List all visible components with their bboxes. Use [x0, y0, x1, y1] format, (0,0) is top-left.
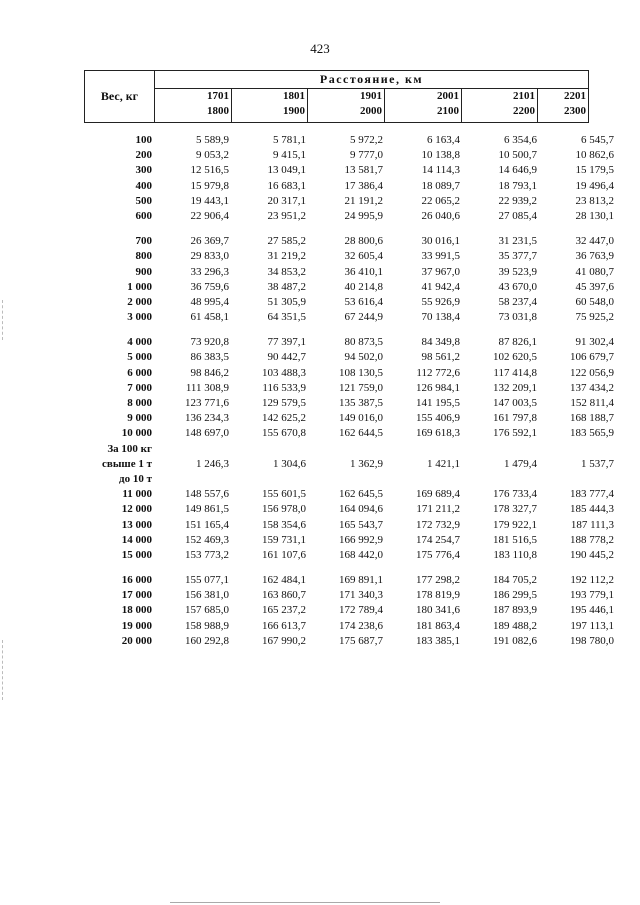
tariff-value-cell: 9 415,1: [273, 149, 306, 162]
range-from: 2001: [437, 90, 459, 102]
tariff-value-cell: 15 179,5: [575, 164, 614, 177]
tariff-value-cell: 190 445,2: [570, 548, 614, 561]
tariff-value-cell: [306, 472, 383, 487]
weight-column-header: Вес, кг: [85, 71, 155, 122]
tariff-value-cell: 141 195,5: [416, 397, 460, 409]
weight-cell: 13 000: [121, 518, 152, 531]
tariff-value-cell: 22 906,4: [190, 209, 229, 222]
tariff-value-cell: [383, 472, 460, 487]
weight-cell: 6 000: [127, 366, 152, 379]
table-row: [0, 350, 640, 365]
weight-cell: 800: [135, 250, 152, 263]
weight-cell: 900: [135, 265, 152, 278]
tariff-value-cell: 171 340,3: [339, 589, 383, 602]
tariff-value-cell: 156 978,0: [262, 503, 306, 516]
weight-cell: 15 000: [121, 548, 152, 561]
tariff-value-cell: 61 458,1: [190, 311, 229, 324]
tariff-value-cell: 58 237,4: [498, 295, 537, 308]
tariff-value-cell: 116 533,9: [262, 381, 306, 394]
weight-cell: 10 000: [121, 427, 152, 440]
tariff-value-cell: 191 082,6: [493, 634, 537, 647]
tariff-value-cell: 187 893,9: [493, 604, 537, 617]
tariff-value-cell: 23 951,2: [267, 209, 306, 222]
tariff-value-cell: 151 165,4: [185, 518, 229, 531]
tariff-value-cell: 155 670,8: [262, 427, 306, 440]
page-number: 423: [310, 41, 330, 56]
table-header: [84, 70, 589, 123]
tariff-value-cell: 162 645,5: [339, 488, 383, 501]
tariff-value-cell: 183 565,9: [570, 427, 614, 440]
tariff-value-cell: 48 995,4: [190, 295, 229, 308]
tariff-value-cell: 84 349,8: [421, 336, 460, 349]
tariff-value-cell: [229, 442, 306, 457]
tariff-value-cell: 5 781,1: [273, 134, 306, 146]
tariff-value-cell: 176 592,1: [493, 427, 537, 440]
tariff-value-cell: 188 778,2: [570, 533, 614, 546]
tariff-value-cell: 153 773,2: [185, 548, 229, 561]
weight-cell: 700: [135, 235, 152, 248]
tariff-value-cell: 23 813,2: [575, 194, 614, 207]
tariff-value-cell: 176 733,4: [493, 488, 537, 501]
range-to: 2200: [513, 105, 535, 117]
tariff-value-cell: 179 922,1: [493, 518, 537, 531]
tariff-value-cell: 185 444,3: [570, 503, 614, 516]
tariff-value-cell: 1 362,9: [350, 457, 383, 470]
table-row: [0, 634, 640, 649]
tariff-value-cell: 41 942,4: [421, 280, 460, 293]
table-row: [0, 381, 640, 396]
table-row: [0, 148, 640, 163]
table-row: [0, 179, 640, 194]
table-row: [0, 588, 640, 603]
tariff-value-cell: 20 317,1: [267, 194, 306, 207]
weight-cell: 20 000: [121, 634, 152, 647]
tariff-value-cell: 75 925,2: [575, 311, 614, 324]
table-row: [0, 619, 640, 634]
tariff-value-cell: 13 581,7: [344, 164, 383, 177]
tariff-value-cell: 67 244,9: [344, 311, 383, 324]
weight-cell: 12 000: [121, 503, 152, 516]
tariff-value-cell: 175 687,7: [339, 634, 383, 647]
tariff-value-cell: 73 920,8: [190, 336, 229, 349]
tariff-value-cell: 178 819,9: [416, 589, 460, 602]
tariff-value-cell: 183 110,8: [493, 548, 537, 561]
tariff-value-cell: 13 049,1: [267, 164, 306, 177]
tariff-value-cell: 12 516,5: [190, 164, 229, 177]
tariff-value-cell: 123 771,6: [185, 397, 229, 409]
table-row: [0, 426, 640, 441]
tariff-value-cell: 181 516,5: [493, 533, 537, 546]
scan-margin-mark: [2, 640, 3, 700]
table-row: [0, 472, 640, 487]
tariff-value-cell: 163 860,7: [262, 589, 306, 602]
tariff-value-cell: 51 305,9: [267, 295, 306, 308]
tariff-value-cell: 126 984,1: [416, 381, 460, 394]
tariff-value-cell: 198 780,0: [570, 634, 614, 647]
weight-cell: 16 000: [121, 574, 152, 587]
distance-range-2: [232, 89, 308, 122]
tariff-value-cell: 155 406,9: [416, 412, 460, 425]
tariff-value-cell: 28 800,6: [344, 235, 383, 248]
tariff-value-cell: 152 469,3: [185, 533, 229, 546]
tariff-value-cell: 155 601,5: [262, 488, 306, 501]
tariff-value-cell: 18 089,7: [421, 179, 460, 192]
tariff-value-cell: 155 077,1: [185, 574, 229, 587]
tariff-value-cell: 28 130,1: [575, 209, 614, 222]
table-row: [0, 487, 640, 502]
weight-cell: 9 000: [127, 412, 152, 425]
tariff-value-cell: 187 111,3: [570, 518, 614, 531]
weight-cell: 3 000: [127, 311, 152, 324]
tariff-value-cell: 186 299,5: [493, 589, 537, 602]
tariff-value-cell: 1 246,3: [196, 457, 229, 470]
weight-cell: 1 000: [127, 280, 152, 293]
tariff-value-cell: 129 579,5: [262, 397, 306, 409]
weight-cell: до 10 т: [119, 472, 152, 485]
tariff-value-cell: 41 080,7: [575, 265, 614, 278]
tariff-value-cell: 98 846,2: [190, 366, 229, 379]
tariff-value-cell: [383, 442, 460, 457]
tariff-value-cell: 169 618,3: [416, 427, 460, 440]
tariff-value-cell: 168 188,7: [570, 412, 614, 425]
tariff-value-cell: 171 211,2: [416, 503, 460, 516]
tariff-value-cell: 174 254,7: [416, 533, 460, 546]
tariff-value-cell: 142 625,2: [262, 412, 306, 425]
tariff-value-cell: 161 107,6: [262, 548, 306, 561]
table-row: [0, 548, 640, 563]
tariff-value-cell: 106 679,7: [570, 351, 614, 364]
tariff-value-cell: 137 434,2: [570, 381, 614, 394]
tariff-value-cell: 183 777,4: [570, 488, 614, 501]
distance-range-1: [155, 89, 232, 122]
tariff-value-cell: 121 759,0: [339, 381, 383, 394]
tariff-value-cell: [306, 442, 383, 457]
tariff-value-cell: 165 543,7: [339, 518, 383, 531]
tariff-value-cell: 103 488,3: [262, 366, 306, 379]
range-from: 1901: [360, 90, 382, 102]
table-row: [0, 310, 640, 325]
range-from: 1801: [283, 90, 305, 102]
tariff-value-cell: 64 351,5: [267, 311, 306, 324]
table-row: [0, 335, 640, 350]
tariff-value-cell: 152 811,4: [570, 397, 614, 409]
weight-cell: 500: [135, 194, 152, 207]
range-to: 1900: [283, 105, 305, 117]
weight-cell: За 100 кг: [107, 442, 152, 455]
tariff-value-cell: 31 231,5: [498, 235, 537, 248]
tariff-value-cell: 36 759,6: [190, 280, 229, 293]
tariff-value-cell: 17 386,4: [344, 179, 383, 192]
tariff-value-cell: 180 341,6: [416, 604, 460, 617]
tariff-value-cell: 36 763,9: [575, 250, 614, 263]
range-from: 1701: [207, 90, 229, 102]
tariff-value-cell: 6 354,6: [504, 134, 537, 146]
tariff-value-cell: 111 308,9: [185, 381, 229, 394]
tariff-value-cell: 148 697,0: [185, 427, 229, 440]
tariff-value-cell: 161 797,8: [493, 412, 537, 425]
table-row: [0, 265, 640, 280]
tariff-value-cell: 38 487,2: [267, 280, 306, 293]
weight-cell: 5 000: [127, 351, 152, 364]
range-to: 2300: [564, 105, 586, 117]
tariff-value-cell: 94 502,0: [344, 351, 383, 364]
tariff-value-cell: 91 302,4: [575, 336, 614, 349]
tariff-value-cell: 73 031,8: [498, 311, 537, 324]
tariff-value-cell: 192 112,2: [570, 574, 614, 587]
scan-margin-mark: [2, 300, 3, 340]
distance-range-4: [385, 89, 462, 122]
tariff-value-cell: 149 016,0: [339, 412, 383, 425]
tariff-value-cell: 1 479,4: [504, 457, 537, 470]
tariff-value-cell: 162 484,1: [262, 574, 306, 587]
tariff-value-cell: 172 789,4: [339, 604, 383, 617]
table-row: [0, 249, 640, 264]
tariff-table-body: [0, 133, 640, 649]
tariff-value-cell: 87 826,1: [498, 336, 537, 349]
tariff-value-cell: 37 967,0: [421, 265, 460, 278]
tariff-value-cell: 167 990,2: [262, 634, 306, 647]
table-row: [0, 295, 640, 310]
weight-cell: 400: [135, 179, 152, 192]
weight-cell: 600: [135, 209, 152, 222]
table-row: [0, 573, 640, 588]
tariff-value-cell: 39 523,9: [498, 265, 537, 278]
table-row: [0, 518, 640, 533]
tariff-value-cell: 45 397,6: [575, 280, 614, 293]
tariff-value-cell: 112 772,6: [416, 366, 460, 379]
tariff-value-cell: 164 094,6: [339, 503, 383, 516]
weight-cell: 2 000: [127, 295, 152, 308]
tariff-value-cell: 169 689,4: [416, 488, 460, 501]
tariff-value-cell: 98 561,2: [421, 351, 460, 364]
tariff-value-cell: 149 861,5: [185, 503, 229, 516]
tariff-value-cell: 5 972,2: [350, 134, 383, 146]
table-row: [0, 396, 640, 411]
tariff-value-cell: 32 605,4: [344, 250, 383, 263]
tariff-value-cell: 117 414,8: [493, 366, 537, 379]
tariff-value-cell: 40 214,8: [344, 280, 383, 293]
tariff-value-cell: 181 863,4: [416, 619, 460, 632]
tariff-value-cell: 5 589,9: [196, 134, 229, 146]
table-row: [0, 280, 640, 295]
weight-cell: 200: [135, 149, 152, 162]
tariff-value-cell: 34 853,2: [267, 265, 306, 278]
tariff-value-cell: 148 557,6: [185, 488, 229, 501]
scan-edge-line: [170, 902, 440, 903]
weight-cell: свыше 1 т: [102, 457, 152, 470]
tariff-value-cell: 32 447,0: [575, 235, 614, 248]
tariff-value-cell: 36 410,1: [344, 265, 383, 278]
weight-cell: 18 000: [121, 604, 152, 617]
distance-header: Расстояние, км: [155, 71, 588, 89]
tariff-value-cell: 1 537,7: [581, 457, 614, 470]
tariff-value-cell: 10 500,7: [498, 149, 537, 162]
tariff-value-cell: 10 138,8: [421, 149, 460, 162]
tariff-value-cell: 55 926,9: [421, 295, 460, 308]
tariff-value-cell: 77 397,1: [267, 336, 306, 349]
tariff-value-cell: 86 383,5: [190, 351, 229, 364]
tariff-value-cell: 27 585,2: [267, 235, 306, 248]
tariff-value-cell: 157 685,0: [185, 604, 229, 617]
tariff-value-cell: 197 113,1: [570, 619, 614, 632]
weight-cell: 7 000: [127, 381, 152, 394]
distance-range-3: [308, 89, 385, 122]
tariff-value-cell: 27 085,4: [498, 209, 537, 222]
tariff-value-cell: [537, 442, 614, 457]
table-row: [0, 163, 640, 178]
table-row: [0, 457, 640, 472]
tariff-value-cell: 30 016,1: [421, 235, 460, 248]
weight-cell: 4 000: [127, 336, 152, 349]
table-row: [0, 366, 640, 381]
tariff-value-cell: 184 705,2: [493, 574, 537, 587]
range-to: 2000: [360, 105, 382, 117]
tariff-value-cell: 18 793,1: [498, 179, 537, 192]
range-from: 2101: [513, 90, 535, 102]
tariff-value-cell: 168 442,0: [339, 548, 383, 561]
tariff-value-cell: [537, 472, 614, 487]
tariff-value-cell: [153, 472, 229, 487]
tariff-value-cell: 175 776,4: [416, 548, 460, 561]
tariff-value-cell: 166 992,9: [339, 533, 383, 546]
weight-cell: 14 000: [121, 533, 152, 546]
tariff-value-cell: 166 613,7: [262, 619, 306, 632]
tariff-value-cell: 162 644,5: [339, 427, 383, 440]
tariff-value-cell: 21 191,2: [344, 194, 383, 207]
tariff-value-cell: 80 873,5: [344, 336, 383, 349]
tariff-value-cell: [153, 442, 229, 457]
tariff-value-cell: [460, 472, 537, 487]
tariff-value-cell: 22 065,2: [421, 194, 460, 207]
weight-cell: 100: [135, 134, 152, 146]
table-row: [0, 411, 640, 426]
tariff-value-cell: 19 443,1: [190, 194, 229, 207]
tariff-value-cell: 193 779,1: [570, 589, 614, 602]
tariff-value-cell: 159 731,1: [262, 533, 306, 546]
tariff-value-cell: 19 496,4: [575, 179, 614, 192]
tariff-value-cell: 160 292,8: [185, 634, 229, 647]
tariff-value-cell: 31 219,2: [267, 250, 306, 263]
tariff-value-cell: 165 237,2: [262, 604, 306, 617]
tariff-value-cell: [460, 442, 537, 457]
tariff-value-cell: 24 995,9: [344, 209, 383, 222]
tariff-value-cell: 33 991,5: [421, 250, 460, 263]
tariff-value-cell: 158 354,6: [262, 518, 306, 531]
tariff-value-cell: 195 446,1: [570, 604, 614, 617]
tariff-value-cell: 70 138,4: [421, 311, 460, 324]
table-row: [0, 234, 640, 249]
tariff-value-cell: 156 381,0: [185, 589, 229, 602]
table-row: [0, 502, 640, 517]
tariff-value-cell: 177 298,2: [416, 574, 460, 587]
table-row: [0, 442, 640, 457]
tariff-value-cell: 169 891,1: [339, 574, 383, 587]
range-to: 2100: [437, 105, 459, 117]
tariff-value-cell: 174 238,6: [339, 619, 383, 632]
weight-cell: 11 000: [122, 488, 152, 501]
tariff-value-cell: 135 387,5: [339, 397, 383, 409]
tariff-value-cell: 9 053,2: [196, 149, 229, 162]
tariff-value-cell: 6 163,4: [427, 134, 460, 146]
tariff-value-cell: 108 130,5: [339, 366, 383, 379]
distance-range-6: [538, 89, 588, 122]
tariff-value-cell: 132 209,1: [493, 381, 537, 394]
table-row: [0, 133, 640, 148]
tariff-value-cell: 22 939,2: [498, 194, 537, 207]
tariff-value-cell: 53 616,4: [344, 295, 383, 308]
tariff-value-cell: 189 488,2: [493, 619, 537, 632]
tariff-value-cell: 102 620,5: [493, 351, 537, 364]
tariff-value-cell: 90 442,7: [267, 351, 306, 364]
tariff-value-cell: 183 385,1: [416, 634, 460, 647]
tariff-value-cell: 29 833,0: [190, 250, 229, 263]
tariff-value-cell: 43 670,0: [498, 280, 537, 293]
tariff-value-cell: 6 545,7: [581, 134, 614, 146]
table-row: [0, 194, 640, 209]
tariff-value-cell: 178 327,7: [493, 503, 537, 516]
range-from: 2201: [564, 90, 586, 102]
tariff-value-cell: 10 862,6: [575, 149, 614, 162]
tariff-value-cell: 33 296,3: [190, 265, 229, 278]
weight-cell: 17 000: [121, 589, 152, 602]
tariff-value-cell: 136 234,3: [185, 412, 229, 425]
weight-cell: 300: [135, 164, 152, 177]
tariff-value-cell: 60 548,0: [575, 295, 614, 308]
weight-cell: 19 000: [121, 619, 152, 632]
tariff-value-cell: 16 683,1: [267, 179, 306, 192]
tariff-value-cell: 15 979,8: [190, 179, 229, 192]
table-row: [0, 603, 640, 618]
tariff-value-cell: 14 114,3: [421, 164, 460, 177]
tariff-value-cell: 9 777,0: [350, 149, 383, 162]
tariff-value-cell: 158 988,9: [185, 619, 229, 632]
range-to: 1800: [207, 105, 229, 117]
tariff-value-cell: 122 056,9: [570, 366, 614, 379]
tariff-value-cell: 26 040,6: [421, 209, 460, 222]
tariff-value-cell: 1 421,1: [427, 457, 460, 470]
tariff-value-cell: 172 732,9: [416, 518, 460, 531]
tariff-value-cell: 147 003,5: [493, 397, 537, 409]
tariff-value-cell: 26 369,7: [190, 235, 229, 248]
tariff-value-cell: 35 377,7: [498, 250, 537, 263]
tariff-value-cell: 1 304,6: [273, 457, 306, 470]
tariff-value-cell: 14 646,9: [498, 164, 537, 177]
table-row: [0, 533, 640, 548]
weight-cell: 8 000: [127, 397, 152, 409]
table-row: [0, 209, 640, 224]
tariff-value-cell: [229, 472, 306, 487]
distance-range-5: [462, 89, 538, 122]
